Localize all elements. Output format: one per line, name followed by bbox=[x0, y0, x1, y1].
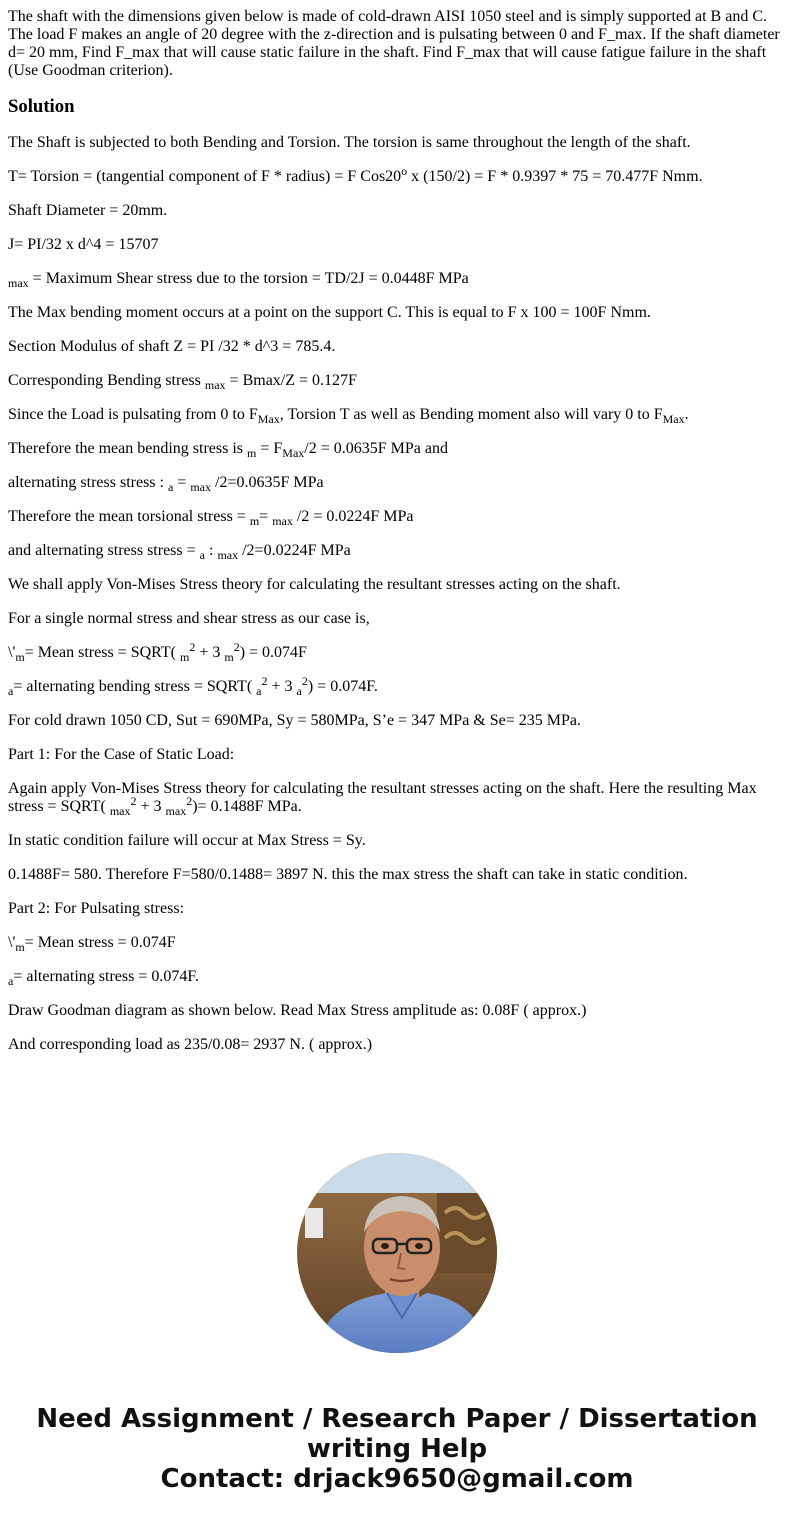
text-line: Again apply Von-Mises Stress theory for calculating the resultant stresses acting on the shaft. Here the resulting Max stress = SQRT( $_{max}^2$ + 3 $_{max}^2$)= 0.1488F MPa. bbox=[8, 780, 757, 818]
text-line: Part 2: For Pulsating stress: bbox=[8, 900, 185, 917]
text-line: Draw Goodman diagram as shown below. Read Max Stress amplitude as: 0.08F ( approx.) bbox=[8, 1002, 587, 1019]
text-line: For a single normal stress and shear stress as our case is, bbox=[8, 610, 370, 627]
text-line: Therefore the mean torsional stress = $_m$= $_{max}$ /2 = 0.0224F MPa bbox=[8, 508, 414, 528]
text-line: Part 1: For the Case of Static Load: bbox=[8, 746, 235, 763]
text-line: J= PI/32 x d^4 = 15707 bbox=[8, 236, 159, 253]
text-line: In static condition failure will occur at Max Stress = Sy. bbox=[8, 832, 366, 849]
solution-content bbox=[8, 0, 784, 1124]
text-line: Shaft Diameter = 20mm. bbox=[8, 202, 168, 219]
text-line: Section Modulus of shaft Z = PI /32 * d^3 = 785.4. bbox=[8, 338, 336, 355]
text-line: $_a$= alternating stress = 0.074F. bbox=[8, 968, 199, 988]
problem-statement: The shaft with the dimensions given below is made of cold-drawn AISI 1050 steel and is simply supported at B and C. The load F makes an angle of 20 degree with the z-direction and is pulsating between 0 and F_max. If the shaft diameter d= 20 mm, Find F_max that will cause static failure in the shaft. Find F_max that will cause fatigue failure in the shaft (Use Goodman criterion). bbox=[8, 8, 780, 79]
text-line: And corresponding load as 235/0.08= 2937 N. ( approx.) bbox=[8, 1036, 373, 1053]
text-line: For cold drawn 1050 CD, Sut = 690MPa, Sy = 580MPa, S’e = 347 MPa & Se= 235 MPa. bbox=[8, 712, 581, 729]
text-line: Corresponding Bending stress $_{max}$ = Bmax/Z = 0.127F bbox=[8, 372, 357, 392]
text-line: $\backslash'_m=$ Mean stress = 0.074F bbox=[8, 934, 176, 954]
text-line: alternating stress stress : $_a$ = $_{max}$ /2=0.0635F MPa bbox=[8, 474, 324, 494]
text-line: The Shaft is subjected to both Bending and Torsion. The torsion is same throughout the length of the shaft. bbox=[8, 134, 691, 151]
text-line: $_{max}$ = Maximum Shear stress due to the torsion = TD/2J = 0.0448F MPa bbox=[8, 270, 469, 290]
text-line: We shall apply Von-Mises Stress theory for calculating the resultant stresses acting on the shaft. bbox=[8, 576, 621, 593]
footer-ad bbox=[0, 1404, 794, 1494]
solution-heading: Solution bbox=[8, 96, 75, 117]
text-line: $_a$= alternating bending stress = SQRT( $_a^2$ + 3 $_a^2$) = 0.074F. bbox=[8, 674, 378, 698]
text-line: The Max bending moment occurs at a point on the support C. This is equal to F x 100 = 100F Nmm. bbox=[8, 304, 651, 321]
text-line: 0.1488F= 580. Therefore F=580/0.1488= 3897 N. this the max stress the shaft can take in static condition. bbox=[8, 866, 688, 883]
text-line: and alternating stress stress = $_a$ : $_{max}$ /2=0.0224F MPa bbox=[8, 542, 351, 562]
text-line: Therefore the mean bending stress is $_m = F_{Max}/2 = 0.0635F$ MPa and bbox=[8, 440, 448, 460]
footer-line: Need Assignment / Research Paper / Dissertation bbox=[36, 1404, 758, 1434]
text-line: $\backslash'_m=$ Mean stress = SQRT( $_m^2$ + 3 $_m^2$) = 0.074F bbox=[8, 640, 307, 664]
footer-line: writing Help bbox=[306, 1434, 488, 1464]
text-line: Since the Load is pulsating from 0 to $F_{Max}$, Torsion T as well as Bending moment also will vary 0 to $F_{Max}$. bbox=[8, 406, 689, 426]
footer-contact: Contact: drjack9650@gmail.com bbox=[160, 1464, 634, 1494]
text-line: T= Torsion = (tangential component of F * radius) = F Cos20$^o$ x (150/2) = F * 0.9397 * 75 = 70.477F Nmm. bbox=[8, 164, 703, 185]
author-avatar bbox=[297, 1153, 497, 1353]
